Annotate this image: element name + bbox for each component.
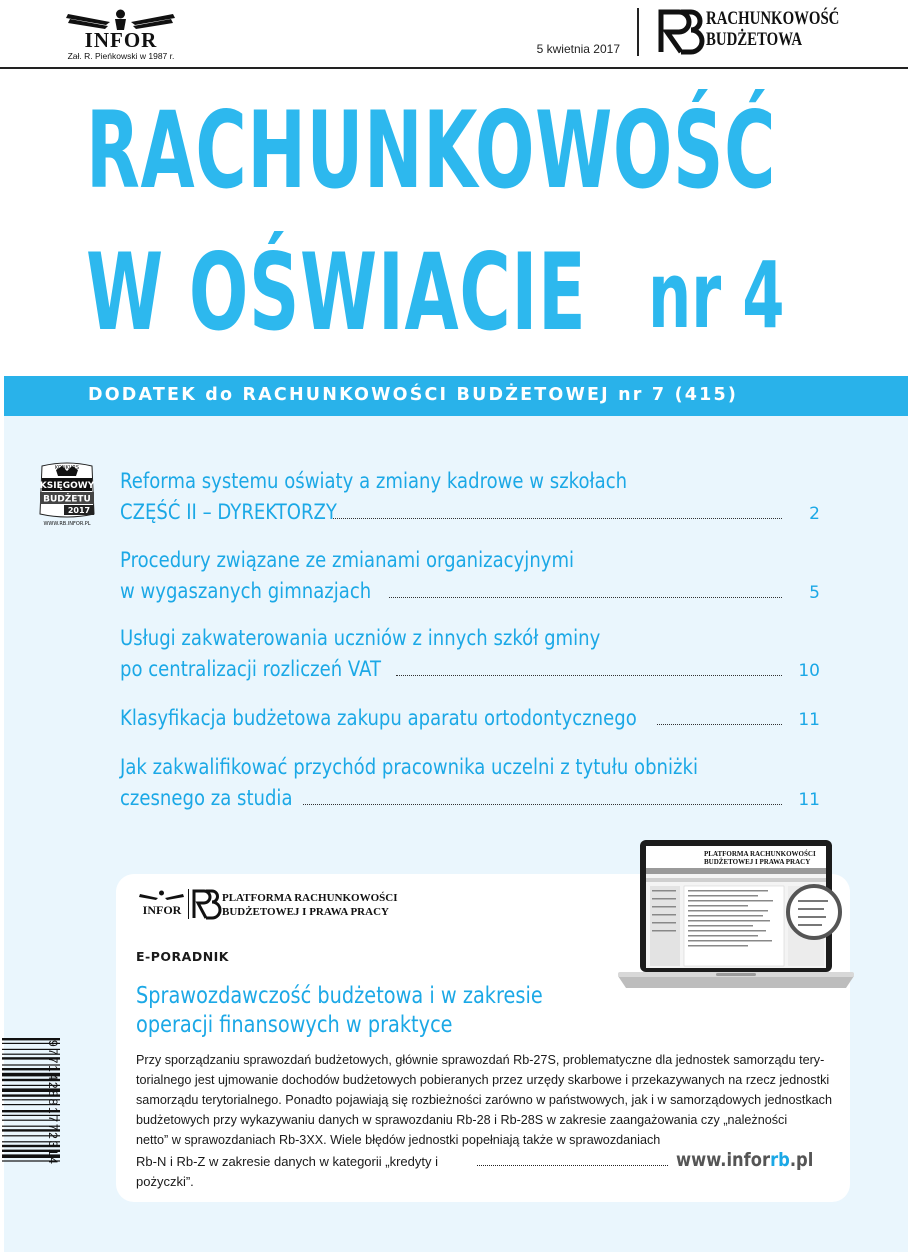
toc-leader: [657, 724, 782, 725]
toc-page-number: 2: [809, 504, 820, 524]
toc-leader: [389, 597, 782, 598]
badge-line-1: KSIĘGOWY: [39, 481, 95, 491]
barcode-icon: [2, 1036, 84, 1216]
ad-description: [136, 1050, 836, 1192]
toc-entry-text: Usługi zakwaterowania uczniów z innych szkół gminy: [120, 626, 601, 651]
toc-leader: [303, 804, 782, 805]
header-rule: [0, 67, 908, 69]
ad-title[interactable]: [136, 982, 543, 1040]
toc-page-number: 10: [798, 661, 820, 681]
laptop-illustration-icon: [616, 838, 856, 998]
toc-entry-text: Jak zakwalifikować przychód pracownika uczelni z tytułu obniżki: [120, 755, 698, 780]
screen-title-line-2: BUDŻETOWEJ I PRAWA PRACY: [704, 858, 811, 866]
issue-number: nr 4: [648, 242, 785, 349]
toc-entry[interactable]: [120, 466, 820, 530]
ad-body-line: budżetowych przy wykazywaniu danych w sprawozdaniu Rb-28 i Rb-28S w zakresie zaangażowania czy „należności: [136, 1112, 788, 1127]
toc-page-number: 11: [798, 710, 820, 730]
header-divider: [637, 8, 639, 56]
toc-leader: [396, 675, 782, 676]
toc-entry-text: czesnego za studia: [120, 786, 293, 811]
ad-title-line-1: Sprawozdawczość budżetowa i w zakresie: [136, 983, 543, 1009]
toc-leader: [333, 518, 782, 519]
issue-date: 5 kwietnia 2017: [536, 42, 620, 56]
website-link[interactable]: www.inforrb.pl: [676, 1149, 814, 1171]
toc-entry[interactable]: [120, 545, 820, 609]
toc-entry-text: CZĘŚĆ II – DYREKTORZY: [120, 500, 337, 525]
ad-logo-line-2: BUDŻETOWEJ I PRAWA PRACY: [222, 906, 389, 918]
ad-leader: [477, 1165, 669, 1166]
rb-brand-mark-icon: [655, 6, 705, 56]
toc-entry-text: po centralizacji rozliczeń VAT: [120, 657, 382, 682]
ad-body-line: Rb-N i Rb-Z w zakresie danych w kategorii „kredyty i pożyczki”.: [136, 1154, 438, 1189]
ad-title-line-2: operacji finansowych w praktyce: [136, 1012, 453, 1038]
screen-title-line-1: PLATFORMA RACHUNKOWOŚCI: [704, 850, 816, 858]
brand-line-2: BUDŻETOWA: [706, 29, 803, 50]
toc-page-number: 11: [798, 790, 820, 810]
contest-badge-icon: [36, 462, 98, 528]
brand-name: [706, 8, 839, 50]
main-title-line-1: RACHUNKOWOŚĆ: [86, 89, 777, 212]
platform-logo-icon: [138, 886, 398, 922]
toc-entry[interactable]: [120, 752, 820, 816]
toc-page-number: 5: [809, 583, 820, 603]
ad-logo-line-1: PLATFORMA RACHUNKOWOŚCI: [222, 892, 398, 904]
brand-line-1: RACHUNKOWOŚĆ: [706, 8, 840, 29]
publisher-name: INFOR: [84, 28, 158, 52]
main-title-line-2: W OŚWIACIE: [86, 231, 587, 354]
badge-year: 2017: [67, 506, 91, 515]
ad-logo-brand: INFOR: [142, 903, 182, 917]
toc-entry[interactable]: [120, 703, 820, 736]
toc-entry-text: w wygaszanych gimnazjach: [120, 579, 372, 604]
ad-body-line: samorządu terytorialnego. Ponadto pojawiają się rozbieżności zarówno w państwowych, jak i w samorządowych jednostkach: [136, 1092, 833, 1107]
toc-entry[interactable]: [120, 623, 820, 687]
badge-site: WWW.RB.INFOR.PL: [43, 521, 91, 527]
barcode-number: 977142881772314: [46, 1040, 60, 1166]
badge-top: KONKURS: [54, 465, 80, 471]
badge-line-2: BUDŻETU: [43, 494, 91, 505]
toc-entry-text: Klasyfikacja budżetowa zakupu aparatu ortodontycznego: [120, 706, 637, 731]
toc-entry-text: Procedury związane ze zmianami organizacyjnymi: [120, 548, 575, 573]
supplement-label: DODATEK do RACHUNKOWOŚCI BUDŻETOWEJ nr 7 (415): [88, 385, 739, 405]
ad-body-line: netto” w sprawozdaniach Rb-3XX. Wiele błędów jednostki popełniają także w sprawozdaniach: [136, 1132, 661, 1147]
ad-body-line: torialnego jest ujmowanie dochodów budżetowych pobieranych przez urzędy skarbowe i przekazywanych na rzecz jednostki: [136, 1072, 830, 1087]
publisher-founded: Zał. R. Pieńkowski w 1987 r.: [67, 51, 175, 61]
toc-entry-text: Reforma systemu oświaty a zmiany kadrowe w szkołach: [120, 469, 628, 494]
ad-kicker: E-PORADNIK: [136, 949, 229, 964]
ad-body-line: Przy sporządzaniu sprawozdań budżetowych, głównie sprawozdań Rb-27S, problematyczne dla jednostek samorządu tery-: [136, 1052, 825, 1067]
